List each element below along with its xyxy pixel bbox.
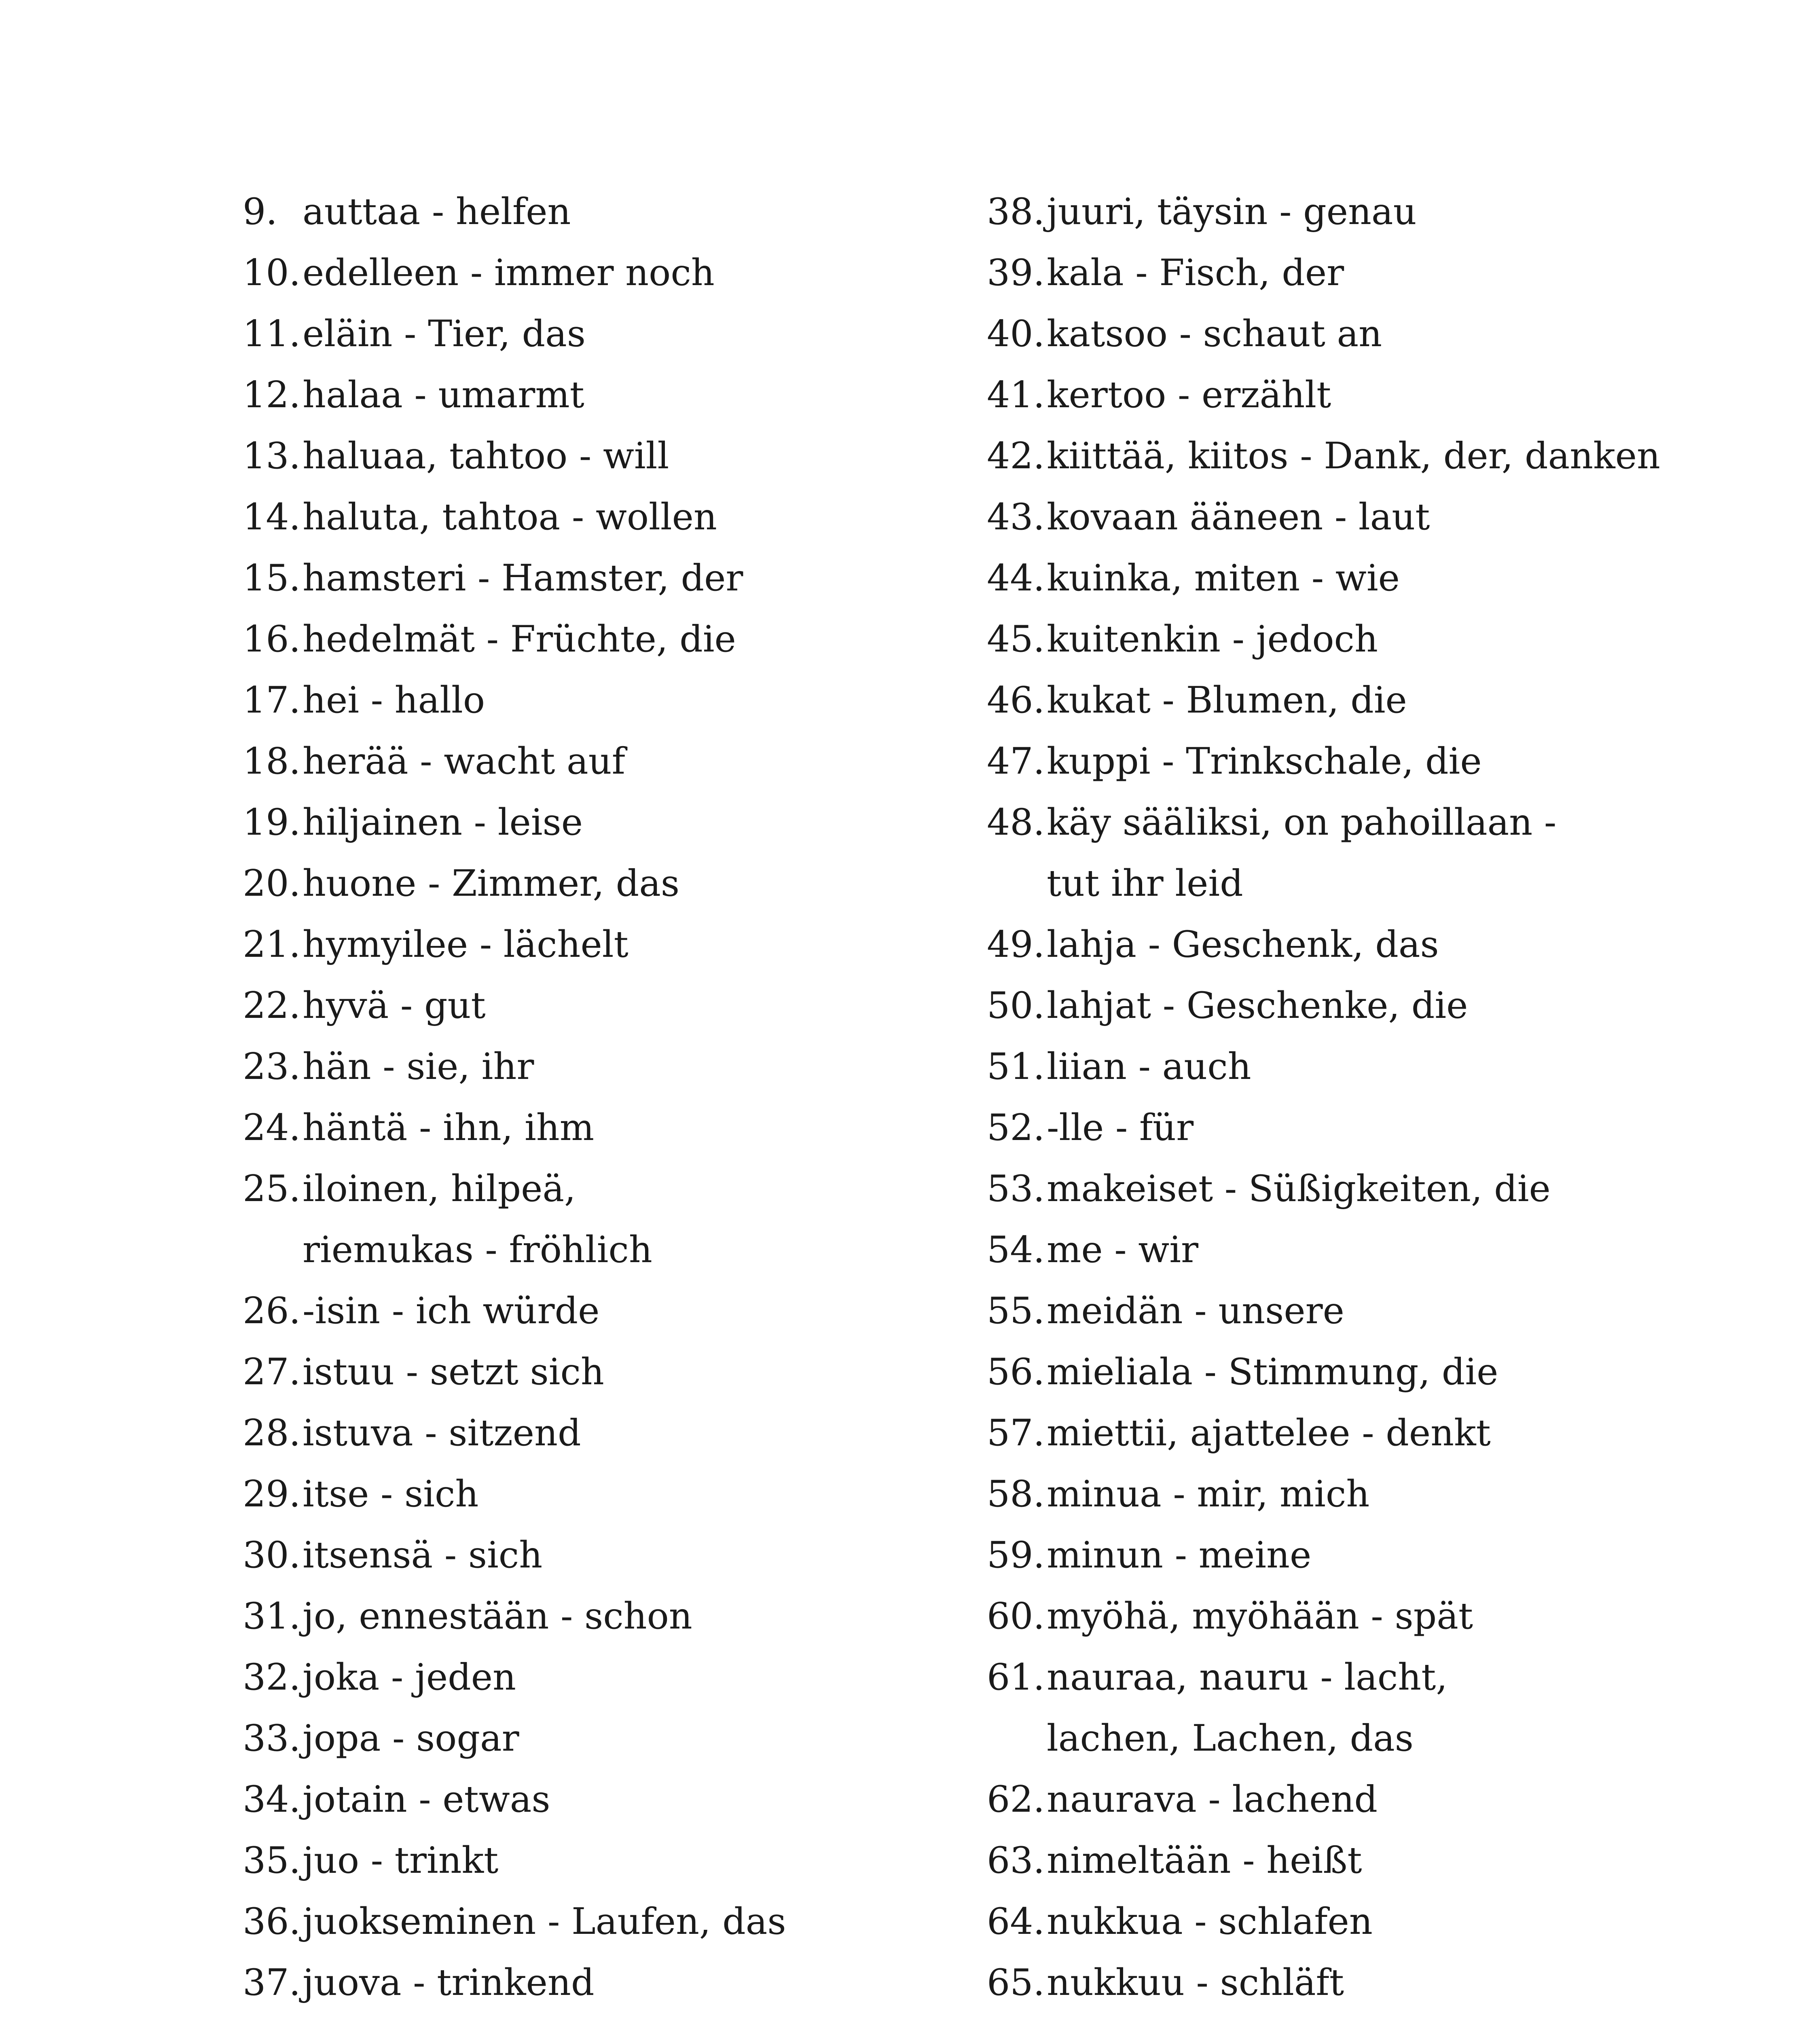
item-number: 49. — [987, 923, 1045, 966]
item-number: 31. — [243, 1595, 301, 1637]
list-item — [987, 1219, 1674, 1280]
item-number: 59. — [987, 1534, 1045, 1576]
item-number: 64. — [987, 1900, 1045, 1943]
list-item — [987, 914, 1674, 975]
item-number: 28. — [243, 1412, 301, 1454]
item-text: juuri, täysin - genau — [1047, 190, 1417, 233]
list-item — [243, 303, 983, 364]
item-number: 51. — [987, 1045, 1045, 1088]
list-item — [243, 1036, 983, 1097]
item-text: mieliala - Stimmung, die — [1047, 1351, 1498, 1393]
item-number: 62. — [987, 1778, 1045, 1821]
item-text: istuu - setzt sich — [303, 1351, 604, 1393]
list-item — [243, 670, 983, 731]
list-item — [987, 609, 1674, 670]
list-item — [987, 1464, 1674, 1525]
list-item — [987, 792, 1594, 914]
item-text: lahjat - Geschenke, die — [1047, 984, 1468, 1027]
item-number: 47. — [987, 740, 1045, 783]
item-number: 17. — [243, 679, 301, 721]
item-number: 50. — [987, 984, 1045, 1027]
item-number: 57. — [987, 1412, 1045, 1454]
item-number: 63. — [987, 1839, 1045, 1882]
item-number: 60. — [987, 1595, 1045, 1637]
list-item — [987, 303, 1674, 364]
item-text: nimeltään - heißt — [1047, 1839, 1362, 1882]
item-text: nukkuu - schläft — [1047, 1961, 1344, 2004]
item-number: 21. — [243, 923, 301, 966]
item-text: nukkua - schlafen — [1047, 1900, 1373, 1943]
item-number: 25. — [243, 1168, 301, 1210]
list-item — [987, 1952, 1674, 2013]
item-number: 9. — [243, 190, 277, 233]
item-number: 35. — [243, 1839, 301, 1882]
list-item — [243, 853, 983, 914]
item-text: jopa - sogar — [303, 1717, 519, 1760]
item-text: kukat - Blumen, die — [1047, 679, 1407, 721]
item-text: joka - jeden — [303, 1656, 516, 1698]
item-number: 41. — [987, 374, 1045, 416]
list-item — [987, 1891, 1674, 1952]
item-text: kuinka, miten - wie — [1047, 557, 1400, 599]
item-number: 11. — [243, 313, 301, 355]
item-text: nauraa, nauru - lacht, lachen, Lachen, das — [1047, 1656, 1448, 1760]
list-item — [243, 1708, 983, 1769]
item-number: 38. — [987, 190, 1045, 233]
item-number: 26. — [243, 1290, 301, 1332]
item-text: juo - trinkt — [303, 1839, 499, 1882]
item-number: 39. — [987, 252, 1045, 294]
item-number: 23. — [243, 1045, 301, 1088]
item-text: naurava - lachend — [1047, 1778, 1378, 1821]
item-text: edelleen - immer noch — [303, 252, 715, 294]
item-number: 36. — [243, 1900, 301, 1943]
list-item — [243, 1464, 983, 1525]
item-number: 32. — [243, 1656, 301, 1698]
item-text: hymyilee - lächelt — [303, 923, 629, 966]
list-item — [987, 364, 1674, 425]
item-text: liian - auch — [1047, 1045, 1251, 1088]
list-item — [987, 181, 1674, 242]
item-text: kuppi - Trinkschale, die — [1047, 740, 1482, 783]
item-text: huone - Zimmer, das — [303, 862, 680, 905]
list-item — [987, 670, 1674, 731]
list-item — [987, 1586, 1674, 1647]
item-text: minun - meine — [1047, 1534, 1312, 1576]
item-text: juokseminen - Laufen, das — [303, 1900, 786, 1943]
item-number: 42. — [987, 435, 1045, 477]
list-item — [243, 1097, 983, 1158]
list-item — [987, 1647, 1553, 1769]
list-item — [243, 1586, 983, 1647]
list-item — [243, 792, 983, 853]
list-item — [243, 914, 983, 975]
item-text: kiittää, kiitos - Dank, der, danken — [1047, 435, 1660, 477]
item-text: jotain - etwas — [303, 1778, 550, 1821]
item-text: minua - mir, mich — [1047, 1473, 1370, 1515]
item-text: halaa - umarmt — [303, 374, 584, 416]
vocabulary-list-left — [243, 181, 983, 2013]
item-text: kuitenkin - jedoch — [1047, 618, 1378, 660]
item-text: makeiset - Süßigkeiten, die — [1047, 1168, 1551, 1210]
list-item — [987, 1402, 1674, 1464]
item-text: iloinen, hilpeä, riemukas - fröhlich — [303, 1168, 652, 1271]
item-text: miettii, ajattelee - denkt — [1047, 1412, 1491, 1454]
list-item — [987, 1830, 1674, 1891]
list-item — [243, 609, 983, 670]
vocabulary-list-right — [987, 181, 1674, 2013]
item-text: eläin - Tier, das — [303, 313, 586, 355]
item-number: 40. — [987, 313, 1045, 355]
item-text: lahja - Geschenk, das — [1047, 923, 1439, 966]
item-number: 45. — [987, 618, 1045, 660]
list-item — [243, 1341, 983, 1402]
item-text: me - wir — [1047, 1229, 1199, 1271]
item-text: haluta, tahtoa - wollen — [303, 496, 717, 538]
item-text: hän - sie, ihr — [303, 1045, 534, 1088]
list-item — [987, 1158, 1674, 1219]
item-number: 58. — [987, 1473, 1045, 1515]
item-number: 53. — [987, 1168, 1045, 1210]
item-text: kovaan ääneen - laut — [1047, 496, 1430, 538]
list-item — [243, 242, 983, 303]
list-item — [243, 1769, 983, 1830]
item-text: hamsteri - Hamster, der — [303, 557, 743, 599]
item-number: 56. — [987, 1351, 1045, 1393]
item-number: 16. — [243, 618, 301, 660]
item-number: 18. — [243, 740, 301, 783]
item-text: hei - hallo — [303, 679, 485, 721]
item-text: kertoo - erzählt — [1047, 374, 1331, 416]
item-number: 13. — [243, 435, 301, 477]
list-item — [987, 425, 1674, 486]
item-text: auttaa - helfen — [303, 190, 571, 233]
item-number: 46. — [987, 679, 1045, 721]
list-item — [987, 1036, 1674, 1097]
item-text: käy sääliksi, on pahoillaan - tut ihr leid — [1047, 801, 1557, 905]
list-item — [987, 1525, 1674, 1586]
list-item — [987, 731, 1674, 792]
item-number: 20. — [243, 862, 301, 905]
item-text: hiljainen - leise — [303, 801, 583, 844]
list-item — [243, 486, 983, 548]
item-text: herää - wacht auf — [303, 740, 625, 783]
list-item — [243, 1158, 752, 1280]
item-text: kala - Fisch, der — [1047, 252, 1344, 294]
item-number: 55. — [987, 1290, 1045, 1332]
item-number: 12. — [243, 374, 301, 416]
list-item — [987, 486, 1674, 548]
list-item — [243, 1525, 983, 1586]
item-number: 29. — [243, 1473, 301, 1515]
item-number: 10. — [243, 252, 301, 294]
item-text: myöhä, myöhään - spät — [1047, 1595, 1473, 1637]
list-item — [243, 1952, 983, 2013]
item-number: 48. — [987, 801, 1045, 844]
list-item — [987, 242, 1674, 303]
list-item — [987, 1097, 1674, 1158]
list-item — [243, 1891, 983, 1952]
list-item — [243, 1830, 983, 1891]
list-item — [243, 364, 983, 425]
item-number: 65. — [987, 1961, 1045, 2004]
item-number: 54. — [987, 1229, 1045, 1271]
list-item — [987, 975, 1674, 1036]
item-text: itsensä - sich — [303, 1534, 543, 1576]
item-number: 52. — [987, 1106, 1045, 1149]
list-item — [243, 425, 983, 486]
list-item — [243, 548, 983, 609]
list-item — [987, 1769, 1674, 1830]
item-text: -isin - ich würde — [303, 1290, 600, 1332]
item-text: istuva - sitzend — [303, 1412, 581, 1454]
list-item — [987, 1341, 1674, 1402]
item-text: -lle - für — [1047, 1106, 1194, 1149]
list-item — [243, 1647, 983, 1708]
item-number: 30. — [243, 1534, 301, 1576]
item-text: meidän - unsere — [1047, 1290, 1344, 1332]
item-text: katsoo - schaut an — [1047, 313, 1382, 355]
item-number: 24. — [243, 1106, 301, 1149]
item-number: 27. — [243, 1351, 301, 1393]
list-item — [243, 975, 983, 1036]
item-number: 43. — [987, 496, 1045, 538]
item-number: 19. — [243, 801, 301, 844]
item-text: hyvä - gut — [303, 984, 486, 1027]
list-item — [243, 1280, 983, 1341]
list-item — [987, 548, 1674, 609]
item-number: 33. — [243, 1717, 301, 1760]
item-text: haluaa, tahtoo - will — [303, 435, 669, 477]
item-text: häntä - ihn, ihm — [303, 1106, 595, 1149]
item-number: 34. — [243, 1778, 301, 1821]
item-text: juova - trinkend — [303, 1961, 595, 2004]
item-number: 14. — [243, 496, 301, 538]
item-number: 15. — [243, 557, 301, 599]
list-item — [243, 1402, 983, 1464]
item-number: 44. — [987, 557, 1045, 599]
item-text: itse - sich — [303, 1473, 479, 1515]
item-number: 22. — [243, 984, 301, 1027]
list-item — [243, 181, 983, 242]
list-item — [243, 731, 983, 792]
item-number: 37. — [243, 1961, 301, 2004]
item-number: 61. — [987, 1656, 1045, 1698]
item-text: jo, ennestään - schon — [303, 1595, 692, 1637]
list-item — [987, 1280, 1674, 1341]
item-text: hedelmät - Früchte, die — [303, 618, 736, 660]
